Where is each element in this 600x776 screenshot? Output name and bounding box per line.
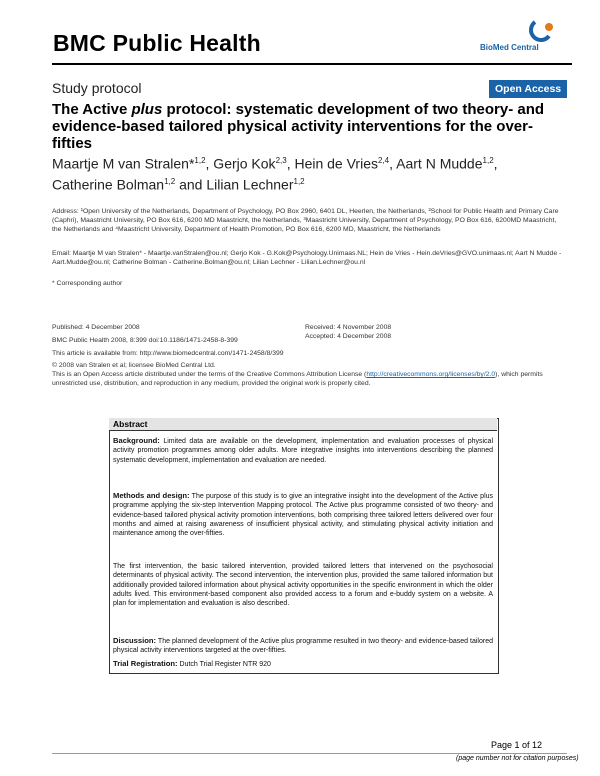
license-link[interactable]: http://creativecommons.org/licenses/by/2.0 (366, 371, 496, 378)
page-number-note: (page number not for citation purposes) (456, 755, 579, 762)
footer-rule (52, 753, 567, 754)
publisher-name: BioMed Central (480, 43, 539, 52)
header-rule (52, 63, 572, 65)
paper-title: The Active plus protocol: systematic development of two theory- and evidence-based tailored physical activity interventions for the over-fifties (52, 101, 545, 152)
abstract-methods-continued: The first intervention, the basic tailored intervention, provided tailored letters that intervened on the psychosocial determinants of physical activity. The second intervention, the intervention plus, provided the same tailored information but additionally provided tailored information about physical activity opportunities in the specific environment in which the older adults lived. This environment-based component also provided access to a forum and e-buddy system on a website. A plan for implementation and evaluation is also described. (113, 563, 493, 608)
abstract-header-bar (109, 418, 497, 431)
copyright-notice (52, 361, 567, 388)
abstract-background: Background: Limited data are available on the development, implementation and evaluation processes of physical activity promotion programmes among older adults. More integrative insights into interventions describing the planned systematic development, implementation and evaluation are needed. (113, 436, 493, 464)
journal-title: BMC Public Health (53, 30, 261, 56)
citation: BMC Public Health 2008, 8:399 doi:10.1186/1471-2458-8-399 (52, 337, 238, 344)
affiliations: Address: ¹Open University of the Netherlands, Department of Psychology, PO Box 2960, 6401 DL, Heerlen, the Netherlands, ²School for Public Health and Primary Care (Caphri), Maastricht University, PO Box 616, 6200 MD Maastricht, the Netherlands, ³Maastricht University, Department of Psychology, PO Box 616, 6200MD Maastricht, the Netherlands and ⁴Maastricht University, Department of Health Promotion, PO Box 616, 6200 MD, Maastricht, the Netherlands (52, 208, 559, 233)
accepted-date: Accepted: 4 December 2008 (305, 333, 392, 340)
copyright-line: © 2008 van Stralen et al; licensee BioMed Central Ltd. (52, 362, 216, 369)
author-emails: Email: Maartje M van Stralen* - Maartje.vanStralen@ou.nl; Gerjo Kok - G.Kok@Psychology.Unimaas.NL; Hein de Vries - Hein.deVries@GVO.unimaas.nl; Aart N Mudde - Aart.Mudde@ou.nl; Catherine Bolman - Catherine.Bolman@ou.nl; Lilian Lechner - Lilian.Lechner@ou.nl (52, 250, 562, 266)
published-date: Published: 4 December 2008 (52, 324, 140, 331)
open-access-badge: Open Access (489, 80, 567, 98)
publication-info (52, 323, 238, 345)
received-date: Received: 4 November 2008 (305, 324, 392, 331)
abstract-trial-registration: Trial Registration: Dutch Trial Register NTR 920 (113, 659, 271, 668)
dates-info (305, 323, 391, 341)
author-list: Maartje M van Stralen*$^{1,2}$, Gerjo Kok$^{2,3}$, Hein de Vries$^{2,4}$, Aart N Mudde$^{1,2}$, Catherine Bolman$^{1,2}$ and Lilian Lechner$^{1,2}$ (52, 155, 498, 193)
page-number: Page 1 of 12 (491, 740, 543, 750)
corresponding-author-note: * Corresponding author (52, 280, 123, 287)
study-type: Study protocol (52, 80, 142, 96)
article-url[interactable]: This article is available from: http://www.biomedcentral.com/1471-2458/8/399 (52, 350, 284, 357)
abstract-methods: Methods and design: The purpose of this study is to give an integrative insight into the development of the Active plus programme applying the six-step Intervention Mapping protocol. The Active plus programme consisted of two theory- and evidence-based tailored physical activity promotion interventions, both comprising three tailored letters delivered over four months and aimed at raising awareness of insufficient physical activity, and stimulating physical activity initiation and maintenance among the over-fifties. (113, 491, 494, 538)
abstract-discussion: Discussion: The planned development of the Active plus programme resulted in two theory- and evidence-based tailored physical activity interventions targeted at the over-fifties. (113, 636, 493, 655)
license-line: This is an Open Access article distributed under the terms of the Creative Commons Attribution License (http://creativecommons.org/licenses/by/2.0), which permits unrestricted use, distribution, and reproduction in any medium, provided the original work is properly cited. (52, 371, 543, 387)
abstract-heading: Abstract (113, 419, 148, 429)
